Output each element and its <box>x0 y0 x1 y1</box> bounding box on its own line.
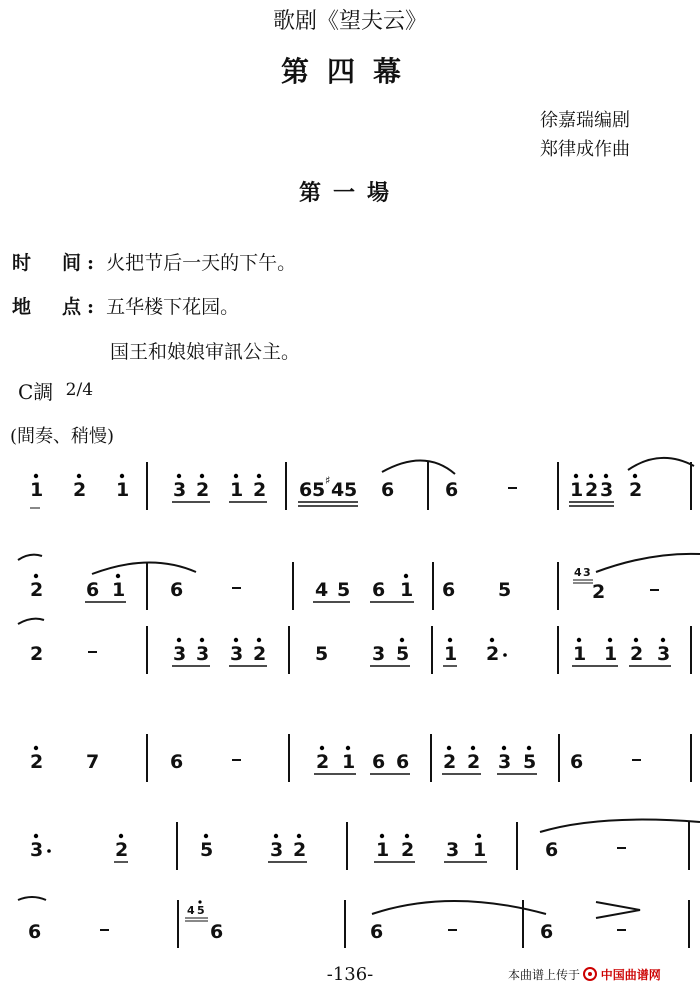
bar-line <box>146 626 148 674</box>
svg-text:3: 3 <box>196 643 210 665</box>
svg-text:1: 1 <box>342 751 356 773</box>
time-line <box>12 248 296 275</box>
svg-text:3: 3 <box>600 479 614 501</box>
svg-text:2: 2 <box>467 751 481 773</box>
svg-text:6: 6 <box>445 479 459 501</box>
bar-line <box>558 734 560 782</box>
svg-text:3: 3 <box>372 643 386 665</box>
svg-text:6: 6 <box>170 751 184 773</box>
svg-text:2: 2 <box>486 643 500 665</box>
svg-text:2: 2 <box>30 643 44 665</box>
site-logo-icon <box>583 967 597 984</box>
svg-text:4: 4 <box>315 579 329 601</box>
svg-text:1: 1 <box>116 479 130 501</box>
svg-text:5: 5 <box>337 579 351 601</box>
svg-text:7: 7 <box>86 751 100 773</box>
svg-text:5: 5 <box>315 643 329 665</box>
opera-title: 歌剧《望夫云》 <box>272 9 427 34</box>
svg-text:3: 3 <box>173 643 187 665</box>
measure <box>569 458 694 506</box>
jianpu-score <box>0 448 700 964</box>
svg-text:2: 2 <box>585 479 599 501</box>
svg-text:4: 4 <box>574 566 582 579</box>
bar-line <box>177 900 179 948</box>
watermark <box>508 966 661 984</box>
bar-line <box>146 462 148 510</box>
time-label: 时 间: <box>12 252 101 274</box>
svg-text:2: 2 <box>115 839 129 861</box>
svg-text:6: 6 <box>370 921 384 943</box>
place-label: 地 点: <box>12 296 101 318</box>
svg-text:2: 2 <box>316 751 330 773</box>
svg-text:1: 1 <box>230 479 244 501</box>
svg-text:4: 4 <box>331 479 345 501</box>
bar-line <box>430 734 432 782</box>
svg-text:5: 5 <box>344 479 358 501</box>
bar-line <box>427 462 429 510</box>
svg-text:2: 2 <box>293 839 307 861</box>
bar-line <box>690 626 692 674</box>
svg-text:6: 6 <box>570 751 584 773</box>
librettist-credit: 徐嘉瑞编剧 <box>540 110 630 131</box>
svg-text:4: 4 <box>187 904 195 917</box>
svg-text:1: 1 <box>30 479 44 501</box>
svg-text:2: 2 <box>630 643 644 665</box>
svg-text:3: 3 <box>657 643 671 665</box>
svg-text:6: 6 <box>28 921 42 943</box>
tempo-marking: (間奏、稍慢) <box>10 426 115 447</box>
score-line-6 <box>18 897 690 948</box>
bar-line <box>557 562 559 610</box>
key-label: C調 <box>18 380 54 404</box>
svg-text:1: 1 <box>573 643 587 665</box>
svg-text:1: 1 <box>444 643 458 665</box>
score-line-1 <box>30 458 694 510</box>
svg-text:5: 5 <box>498 579 512 601</box>
time-value: 火把节后一天的下午。 <box>106 252 297 274</box>
svg-text:3: 3 <box>583 566 591 579</box>
svg-text:2: 2 <box>443 751 457 773</box>
svg-text:1: 1 <box>400 579 414 601</box>
svg-text:6: 6 <box>299 479 313 501</box>
bar-line <box>432 562 434 610</box>
bar-line <box>285 462 287 510</box>
scene-description: 国王和娘娘审訊公主。 <box>110 341 301 363</box>
svg-text:6: 6 <box>540 921 554 943</box>
svg-text:2: 2 <box>253 479 267 501</box>
svg-text:2: 2 <box>30 579 44 601</box>
bar-line <box>690 734 692 782</box>
key-signature <box>18 376 93 405</box>
bar-line <box>346 822 348 870</box>
page-number: -136- <box>326 964 374 985</box>
svg-text:3: 3 <box>446 839 460 861</box>
time-signature: 2/4 <box>65 380 94 400</box>
score-line-3 <box>18 619 692 674</box>
svg-text:6: 6 <box>210 921 224 943</box>
svg-text:6: 6 <box>86 579 100 601</box>
svg-text:2: 2 <box>629 479 643 501</box>
svg-text:2: 2 <box>253 643 267 665</box>
bar-line <box>690 462 692 510</box>
svg-text:1: 1 <box>376 839 390 861</box>
svg-text:6: 6 <box>442 579 456 601</box>
svg-text:2: 2 <box>73 479 87 501</box>
svg-text:♯: ♯ <box>325 474 331 487</box>
bar-line <box>688 900 690 948</box>
svg-text:2: 2 <box>592 581 606 603</box>
watermark-text: 本曲谱上传于 <box>508 968 581 982</box>
svg-text:3: 3 <box>498 751 512 773</box>
svg-text:5: 5 <box>312 479 326 501</box>
measure <box>172 474 267 502</box>
svg-text:3: 3 <box>230 643 244 665</box>
svg-text:3: 3 <box>173 479 187 501</box>
measure <box>445 479 517 501</box>
bar-line <box>146 734 148 782</box>
score-line-2 <box>18 554 700 610</box>
bar-line <box>522 900 524 948</box>
decrescendo-mark <box>596 902 640 918</box>
bar-line <box>344 900 346 948</box>
bar-line <box>557 462 559 510</box>
svg-text:1: 1 <box>604 643 618 665</box>
watermark-site: 中国曲谱网 <box>600 968 661 982</box>
bar-line <box>146 562 148 610</box>
bar-line <box>557 626 559 674</box>
measure <box>30 474 129 508</box>
svg-text:5: 5 <box>396 643 410 665</box>
bar-line <box>516 822 518 870</box>
score-line-5 <box>30 820 700 870</box>
svg-text:1: 1 <box>112 579 126 601</box>
bar-line <box>431 626 433 674</box>
svg-text:6: 6 <box>545 839 559 861</box>
bar-line <box>292 562 294 610</box>
svg-text:6: 6 <box>372 579 386 601</box>
svg-text:6: 6 <box>381 479 395 501</box>
svg-text:1: 1 <box>570 479 584 501</box>
scene-title: 第一場 <box>298 180 401 206</box>
bar-line <box>288 626 290 674</box>
svg-text:6: 6 <box>170 579 184 601</box>
bar-line <box>688 822 690 870</box>
bar-line <box>288 734 290 782</box>
place-line <box>12 292 239 319</box>
svg-text:3: 3 <box>30 839 44 861</box>
svg-text:5: 5 <box>200 839 214 861</box>
composer-credit: 郑律成作曲 <box>540 139 630 160</box>
place-value: 五华楼下花园。 <box>106 296 240 318</box>
svg-text:2: 2 <box>30 751 44 773</box>
svg-text:1: 1 <box>473 839 487 861</box>
bar-line <box>176 822 178 870</box>
svg-text:2: 2 <box>196 479 210 501</box>
svg-text:5: 5 <box>197 904 205 917</box>
score-line-4 <box>30 734 692 782</box>
measure <box>298 460 455 506</box>
svg-text:6: 6 <box>396 751 410 773</box>
svg-text:3: 3 <box>270 839 284 861</box>
svg-text:2: 2 <box>401 839 415 861</box>
act-title: 第四幕 <box>280 55 419 88</box>
svg-text:6: 6 <box>372 751 386 773</box>
svg-text:5: 5 <box>523 751 537 773</box>
